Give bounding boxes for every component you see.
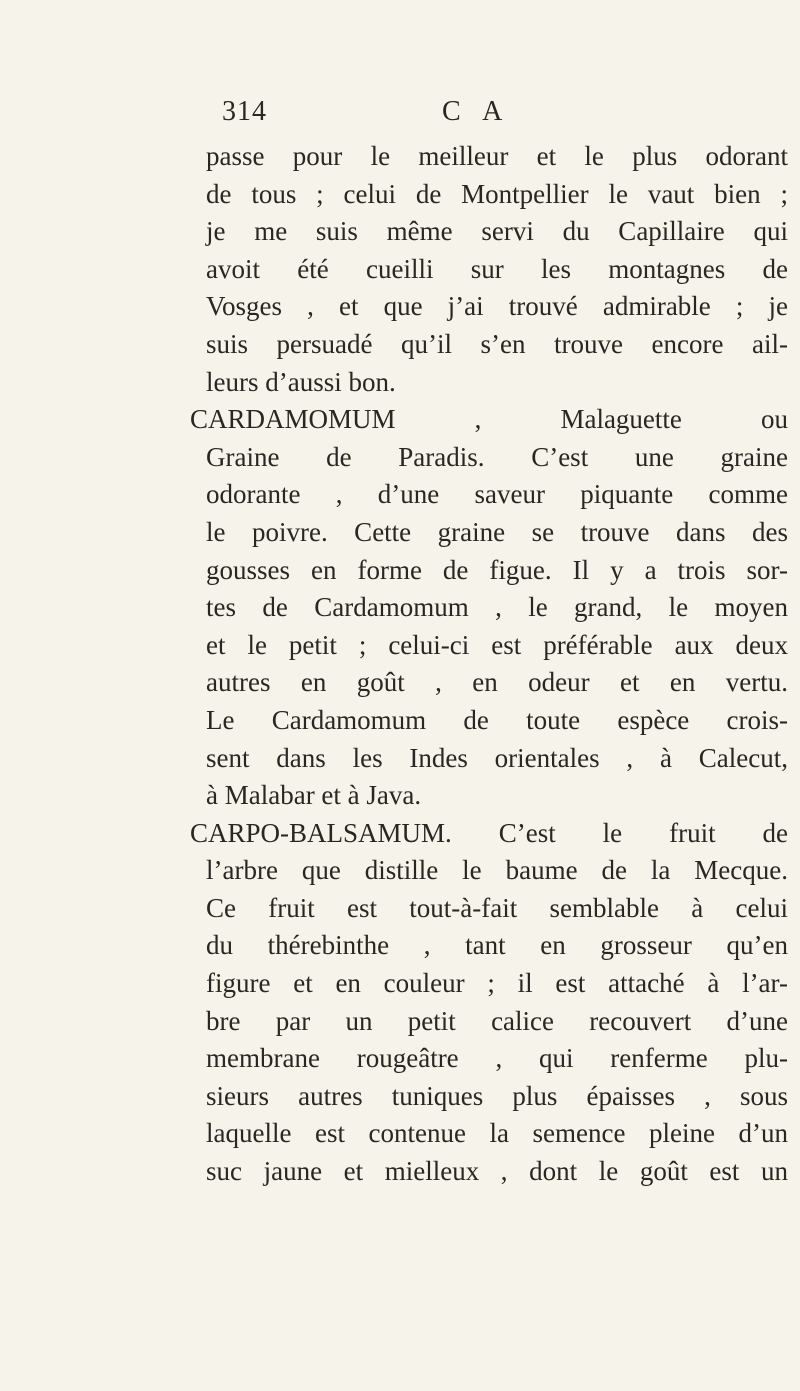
text-line: Le Cardamomum de toute espèce crois-	[206, 704, 788, 735]
text-line: Graine de Paradis. C’est une graine	[206, 441, 788, 472]
entry-heading-line: CARPO-BALSAMUM. C’est le fruit de	[190, 817, 788, 848]
text-line: gousses en forme de figue. Il y a trois sor-	[206, 554, 788, 585]
running-head: C A	[442, 96, 511, 127]
text-line: tes de Cardamomum , le grand, le moyen	[206, 592, 788, 623]
text-line: je me suis même servi du Capillaire qui	[206, 216, 788, 247]
text-line: Ce fruit est tout-à-fait semblable à celui	[206, 892, 788, 923]
text-line: et le petit ; celui-ci est préférable aux deux	[206, 629, 788, 660]
text-line: figure et en couleur ; il est attaché à l’ar-	[206, 968, 788, 999]
text-line: laquelle est contenue la semence pleine d’un	[206, 1118, 788, 1149]
text-line: de tous ; celui de Montpellier le vaut bien ;	[206, 178, 788, 209]
text-line: suc jaune et mielleux , dont le goût est un	[206, 1156, 788, 1187]
text-line: du thérebinthe , tant en grosseur qu’en	[206, 930, 788, 961]
text-line: suis persuadé qu’il s’en trouve encore ail-	[206, 328, 788, 359]
text-line: à Malabar et à Java.	[206, 780, 422, 811]
text-line: odorante , d’une saveur piquante comme	[206, 479, 788, 510]
text-line: leurs d’aussi bon.	[206, 366, 396, 397]
text-line: passe pour le meilleur et le plus odorant	[206, 141, 788, 171]
page-number: 314	[222, 96, 267, 127]
page-header	[222, 96, 682, 136]
body-text	[190, 138, 788, 1191]
text-line: Vosges , et que j’ai trouvé admirable ; je	[206, 291, 788, 322]
text-line: le poivre. Cette graine se trouve dans des	[206, 516, 788, 547]
text-line: membrane rougeâtre , qui renferme plu-	[206, 1043, 788, 1074]
text-line: avoit été cueilli sur les montagnes de	[206, 253, 788, 284]
text-line: l’arbre que distille le baume de la Mecque.	[206, 855, 788, 886]
entry-heading-line: CARDAMOMUM , Malaguette ou	[190, 404, 788, 435]
text-line: bre par un petit calice recouvert d’une	[206, 1005, 788, 1036]
text-line: autres en goût , en odeur et en vertu.	[206, 667, 788, 698]
text-line: sent dans les Indes orientales , à Calecut,	[206, 742, 788, 773]
text-line: sieurs autres tuniques plus épaisses , sous	[206, 1080, 788, 1111]
